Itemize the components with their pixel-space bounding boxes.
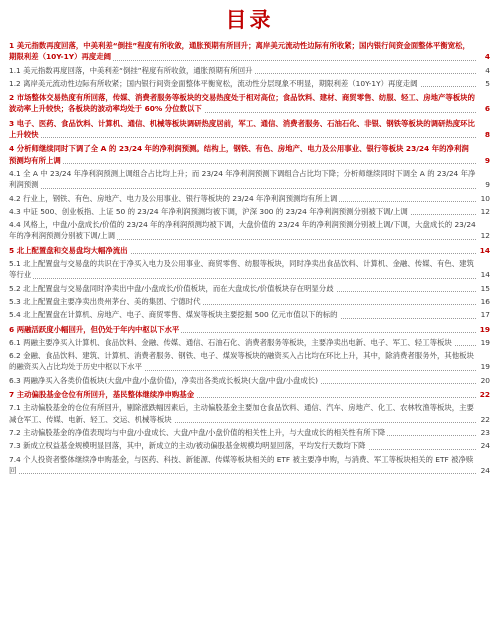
toc-title: 目录 xyxy=(225,8,274,32)
toc-entry-title: 7.4 个人投资者整体继续净申购基金，与医药、科技、新能源、传媒等板块相关的 ETF 被主要净申购，与消费、军工等板块相关的 ETF 被净赎回 xyxy=(9,454,474,475)
toc-section-entry[interactable] xyxy=(9,389,490,400)
toc-page-number: 10 xyxy=(476,193,490,204)
toc-entry-title: 2 市场整体交易热度有所回落，传媒、消费者服务等板块的交易热度处于相对高位；食品饮料、建材、商贸零售、纺服、轻工、房地产等板块的波动率上升较快；各板块的波动率均处于 60% 分位数以下 xyxy=(9,93,475,114)
toc-subsection-entry[interactable] xyxy=(9,283,490,294)
toc-entry-title: 1.1 美元指数再度回落，中美利差“倒挂”程度有所收敛，通胀预期有所回升 xyxy=(9,65,253,75)
toc-page-number: 20 xyxy=(476,375,490,386)
toc-entry-title: 5.3 北上配置盘主要净卖出贵州茅台、美的集团、宁德时代 xyxy=(9,296,201,306)
toc-subsection-entry[interactable] xyxy=(9,219,490,242)
toc-page-number: 9 xyxy=(476,155,490,166)
toc-entry-title: 1 美元指数再度回落，中美利差“倒挂”程度有所收敛，通胀预期有所回升；离岸美元流动性边际有所收紧；国内银行间资金面整体平衡宽松，期限利差（10Y-1Y）再度走阔 xyxy=(9,41,470,62)
toc-subsection-entry[interactable] xyxy=(9,258,490,281)
toc-entry-title: 3 电子、医药、食品饮料、计算机、通信、机械等板块调研热度居前，军工、通信、消费者服务、石油石化、非银、钢铁等板块的调研热度环比上升较快 xyxy=(9,118,475,140)
toc-entry-title: 6.2 金融、食品饮料、建筑、计算机、消费者服务、钢铁、电子、煤炭等板块的融资买入占比均在环比上升，其中，除消费者服务外，其他板块的融资买入占比均处于历史中枢以下水平 xyxy=(9,351,474,372)
toc-subsection-entry[interactable] xyxy=(9,309,490,320)
toc-page-number: 5 xyxy=(476,78,490,89)
toc-subsection-entry[interactable] xyxy=(9,440,490,451)
toc-entry-title: 4.2 行业上，钢铁、有色、房地产、电力及公用事业、银行等板块的 23/24 年净利润预测均有所上调 xyxy=(9,193,338,203)
toc-subsection-entry[interactable] xyxy=(9,193,490,204)
toc-entry-title: 5 北上配置盘和交易盘均大幅净流出 xyxy=(9,245,128,255)
toc-page-number: 17 xyxy=(476,309,490,320)
toc-page-number: 12 xyxy=(476,206,490,217)
toc-entry-title: 7.1 主动偏股基金的仓位有所回升，剔除涨跌幅因素后，主动偏股基金主要加仓食品饮料、通信、汽车、房地产、化工、农林牧渔等板块，主要减仓军工、传媒、电新、轻工、交运、机械等板块 xyxy=(9,403,474,424)
toc-page-number: 19 xyxy=(476,361,490,372)
toc-page-number: 19 xyxy=(476,337,490,348)
toc-page-number: 8 xyxy=(476,129,490,140)
toc-page-number: 24 xyxy=(476,465,490,476)
toc-page-number: 9 xyxy=(476,179,490,190)
toc-subsection-entry[interactable] xyxy=(9,168,490,191)
toc-entry-title: 5.2 北上配置盘与交易盘同时净卖出中盘/小盘成长/价值板块，而在大盘成长/价值板块存在明显分歧 xyxy=(9,283,334,293)
toc-entry-title: 4 分析师继续同时下调了全 A 的 23/24 年的净利润预测。结构上，钢铁、有色、房地产、电力及公用事业、银行等板块 23/24 年的净利润预测均有所上调 xyxy=(9,144,469,165)
toc-entry-title: 6 两融活跃度小幅回升，但仍处于年内中枢以下水平 xyxy=(9,324,180,334)
toc-page-number: 4 xyxy=(476,51,490,62)
toc-section-entry[interactable] xyxy=(9,118,490,141)
toc-section-entry[interactable] xyxy=(9,92,490,115)
toc-page xyxy=(0,4,500,625)
toc-subsection-entry[interactable] xyxy=(9,296,490,307)
toc-page-number: 15 xyxy=(476,283,490,294)
toc-entry-title: 5.1 北上配置盘与交易盘的共识在于净买入电力及公用事业、商贸零售、纺服等板块，同时净卖出食品饮料、计算机、金融、传媒、有色、建筑等行业 xyxy=(9,259,474,280)
toc-section-entry[interactable] xyxy=(9,324,490,335)
toc-section-entry[interactable] xyxy=(9,40,490,63)
toc-entry-title: 1.2 离岸美元流动性边际有所收紧；国内银行间资金面整体平衡宽松，流动性分层现象不明显，期限利差（10Y-1Y）再度走阔 xyxy=(9,78,418,88)
toc-section-entry[interactable] xyxy=(9,245,490,256)
toc-entry-title: 7.3 新成立权益基金规模明显回落，其中，新成立的主动/被动偏股基金规模均明显回落，平均发行天数均下降 xyxy=(9,441,366,451)
toc-page-number: 22 xyxy=(476,414,490,425)
toc-subsection-entry[interactable] xyxy=(9,65,490,76)
toc-page-number: 4 xyxy=(476,65,490,76)
toc-subsection-entry[interactable] xyxy=(9,402,490,425)
toc-subsection-entry[interactable] xyxy=(9,206,490,217)
toc-page-number: 12 xyxy=(476,230,490,241)
toc-page-number: 23 xyxy=(476,427,490,438)
toc-entry-title: 6.1 两融主要净买入计算机、食品饮料、金融、传媒、通信、石油石化、消费者服务等板块，主要净卖出电新、电子、军工、轻工等板块 xyxy=(9,337,452,347)
toc-page-number: 19 xyxy=(476,324,490,335)
toc-section-entry[interactable] xyxy=(9,143,490,166)
toc-entry-title: 4.3 中证 500、创业板指、上证 50 的 23/24 年净利润预测均被下调，沪深 300 的 23/24 年净利润预测分别被下调/上调 xyxy=(9,206,408,216)
toc-page-number: 22 xyxy=(476,389,490,400)
toc-entry-title: 4.4 风格上，中盘/小盘成长/价值的 23/24 年的净利润预测均被下调，大盘价值的 23/24 年的净利润预测分别被上调/下调，大盘成长的 23/24 年的净利润预测分别被下调/上调 xyxy=(9,220,476,241)
toc-entry-title: 7 主动偏股基金仓位有所回升，基民整体继续净申购基金 xyxy=(9,390,195,400)
toc-entry-title: 4.1 全 A 中 23/24 年净利润预测上调组合占比均上升；而 23/24 年净利润预测下调组合占比均下降；分析师继续同时下调全 A 的 23/24 年净利润预测 xyxy=(9,168,476,190)
toc-list xyxy=(9,40,490,476)
toc-page-number: 6 xyxy=(476,103,490,114)
toc-entry-title: 5.4 北上配置盘在计算机、房地产、电子、商贸零售、煤炭等板块主要挖掘 500 亿元市值以下的标的 xyxy=(9,310,338,320)
toc-subsection-entry[interactable] xyxy=(9,427,490,438)
toc-entry-title: 7.2 主动偏股基金的净值表现均与中盘/小盘成长、大盘/中盘/小盘价值的相关性上升，与大盘成长的相关性有所下降 xyxy=(9,427,386,437)
toc-page-number: 14 xyxy=(476,245,490,256)
toc-page-number: 24 xyxy=(476,440,490,451)
toc-subsection-entry[interactable] xyxy=(9,350,490,373)
toc-page-number: 16 xyxy=(476,296,490,307)
toc-subsection-entry[interactable] xyxy=(9,454,490,477)
toc-subsection-entry[interactable] xyxy=(9,375,490,386)
toc-subsection-entry[interactable] xyxy=(9,337,490,348)
toc-subsection-entry[interactable] xyxy=(9,78,490,89)
toc-page-number: 14 xyxy=(476,269,490,280)
toc-entry-title: 6.3 两融净买入各类价值板块(大盘/中盘/小盘价值)，净卖出各类成长板块(大盘/中盘/小盘成长) xyxy=(9,375,319,385)
